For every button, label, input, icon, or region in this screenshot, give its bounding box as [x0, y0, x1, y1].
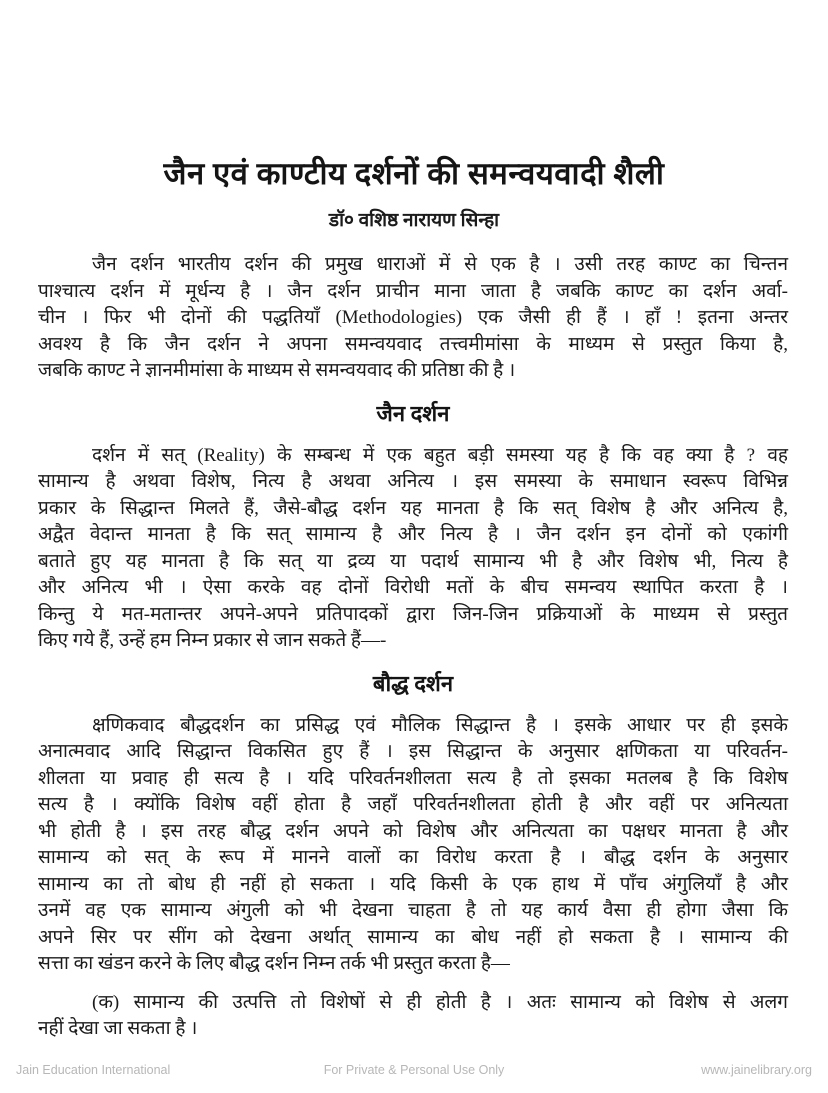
text-line: किन्तु ये मत-मतान्तर अपने-अपने प्रतिपादकों द्वारा जिन-जिन प्रक्रियाओं के माध्यम से प्रस्तुत	[38, 603, 788, 625]
text-line: शीलता या प्रवाह ही सत्य है । यदि परिवर्तनशीलता सत्य है तो इसका मतलब है कि विशेष	[38, 767, 788, 789]
paragraph-intro	[38, 252, 788, 385]
footer-usage-note: For Private & Personal Use Only	[323, 1063, 505, 1077]
document-body	[38, 252, 788, 1043]
text-line: चीन । फिर भी दोनों की पद्धतियाँ (Methodologies) एक जैसी ही हैं । हाँ ! इतना अन्तर	[38, 307, 788, 328]
text-line: उनमें वह एक सामान्य अंगुली को भी देखना चाहता है तो यह कार्य वैसा ही होगा जैसा कि	[38, 900, 788, 921]
text-line: जैन दर्शन भारतीय दर्शन की प्रमुख धाराओं में से एक है । उसी तरह काण्ट का चिन्तन	[92, 254, 788, 275]
text-line: और अनित्य भी । ऐसा करके वह दोनों विरोधी मतों के बीच समन्वय स्थापित करता है ।	[38, 577, 788, 598]
text-line: क्षणिकवाद बौद्धदर्शन का प्रसिद्ध एवं मौलिक सिद्धान्त है । इसके आधार पर ही इसके	[92, 714, 788, 736]
paragraph-jain-darshan	[38, 443, 788, 655]
paragraph-bauddha-darshan	[38, 713, 788, 978]
text-line: प्रकार के सिद्धान्त मिलते हैं, जैसे-बौद्ध दर्शन यह मानता है कि सत् विशेष है और अनित्य है,	[38, 497, 788, 519]
text-line: अद्वैत वेदान्त मानता है कि सत् सामान्य है और नित्य है । जैन दर्शन इन दोनों को एकांगी	[38, 524, 788, 545]
section-heading-jain-darshan: जैन दर्शन	[376, 400, 450, 426]
text-line: सत्ता का खंडन करने के लिए बौद्ध दर्शन निम्न तर्क भी प्रस्तुत करता है—	[38, 953, 510, 974]
text-line: भी होती है । इस तरह बौद्ध दर्शन अपने को विशेष और अनित्यता का पक्षधर मानता है और	[38, 820, 788, 842]
text-line: जबकि काण्ट ने ज्ञानमीमांसा के माध्यम से समन्वयवाद की प्रतिष्ठा की है ।	[38, 360, 516, 381]
text-line: अनात्मवाद आदि सिद्धान्त विकसित हुए हैं । इस सिद्धान्त के अनुसार क्षणिकता या परिवर्तन-	[38, 741, 788, 762]
footer-website: www.jainelibrary.org	[701, 1063, 812, 1077]
text-line: (क) सामान्य की उत्पत्ति तो विशेषों से ही होती है । अतः सामान्य को विशेष से अलग	[92, 991, 788, 1013]
text-line: अपने सिर पर सींग को देखना अर्थात् सामान्य का बोध नहीं हो सकता है । सामान्य की	[38, 926, 788, 948]
text-line: सामान्य है अथवा विशेष, नित्य है अथवा अनित्य । इस समस्या के समाधान स्वरूप विभिन्न	[38, 471, 788, 492]
section-heading-bauddha-darshan: बौद्ध दर्शन	[372, 670, 454, 696]
text-line: दर्शन में सत् (Reality) के सम्बन्ध में एक बहुत बड़ी समस्या यह है कि वह क्या है ? वह	[92, 444, 788, 466]
footer-publisher: Jain Education International	[16, 1063, 171, 1077]
scan-footer	[0, 1063, 828, 1077]
text-line: अवश्य है कि जैन दर्शन ने अपना समन्वयवाद तत्त्वमीमांसा के माध्यम से प्रस्तुत किया है,	[38, 333, 788, 355]
text-line: सत्य है । क्योंकि विशेष वहीं होता है जहाँ परिवर्तनशीलता होती है और वहीं पर अनित्यता	[38, 794, 788, 815]
text-line: सामान्य का तो बोध ही नहीं हो सकता । यदि किसी के एक हाथ में पाँच अंगुलियाँ है और	[38, 873, 788, 895]
page-title: जैन एवं काण्टीय दर्शनों की समन्वयवादी शैली	[163, 156, 665, 191]
text-line: पाश्चात्य दर्शन में मूर्धन्य है । जैन दर्शन प्राचीन माना जाता है जबकि काण्ट का दर्शन अर्वा-	[38, 280, 788, 302]
author-byline: डॉ० वशिष्ठ नारायण सिन्हा	[328, 210, 500, 231]
text-line: किए गये हैं, उन्हें हम निम्न प्रकार से जान सकते हैं—-	[38, 630, 387, 651]
text-line: बताते हुए यह मानता है कि सत् या द्रव्य या पदार्थ सामान्य भी है और विशेष भी, नित्य है	[38, 550, 788, 572]
paragraph-point-ka	[38, 990, 788, 1043]
text-line: नहीं देखा जा सकता है ।	[38, 1018, 198, 1039]
text-line: सामान्य को सत् के रूप में मानने वालों का विरोध करता है । बौद्ध दर्शन के अनुसार	[38, 847, 788, 868]
